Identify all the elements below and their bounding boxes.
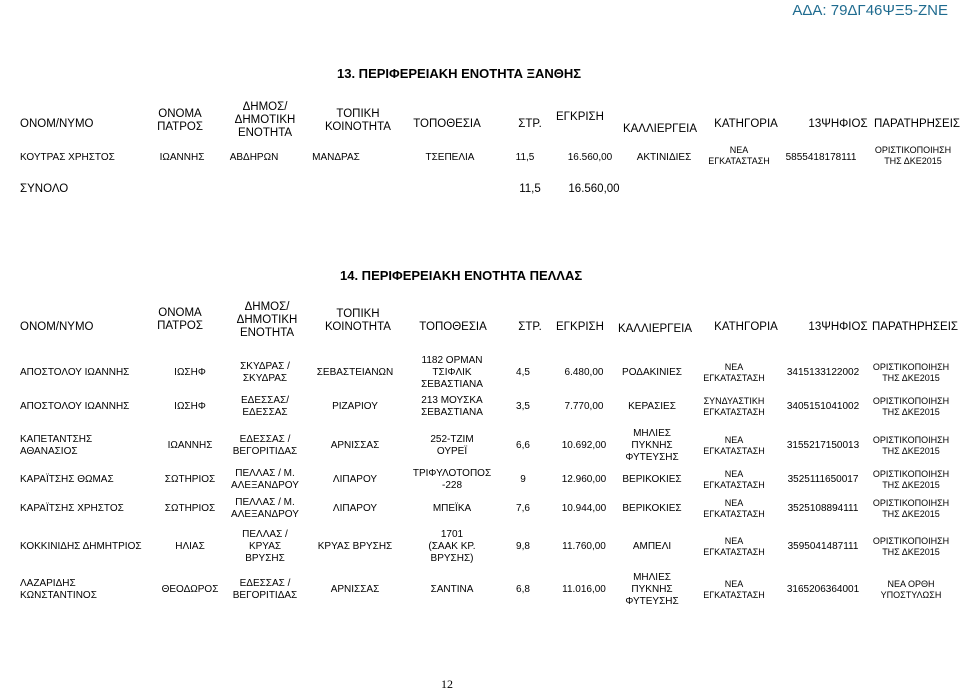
table-cell: 3165206364001 <box>786 584 860 595</box>
table-cell: ΠΕΛΛΑΣ / ΚΡΥΑΣ ΒΡΥΣΗΣ <box>242 529 288 564</box>
table-cell: ΕΔΕΣΣΑΣ / ΒΕΓΟΡΙΤΙΔΑΣ <box>232 578 298 601</box>
table-cell: ΠΕΛΛΑΣ / Μ. ΑΛΕΞΑΝΔΡΟΥ <box>231 468 299 491</box>
table-cell: ΛΙΠΑΡΟΥ <box>332 503 378 514</box>
column-header: ΤΟΠΙΚΗ ΚΟΙΝΟΤΗΤΑ <box>325 308 391 333</box>
table-cell: ΙΩΑΝΝΗΣ <box>167 440 213 451</box>
table-cell: ΜΗΛΙΕΣ ΠΥΚΝΗΣ ΦΥΤΕΥΣΗΣ <box>625 572 679 607</box>
table-cell: ΒΕΡΙΚΟΚΙΕΣ <box>622 474 682 485</box>
table-cell: 7,6 <box>516 503 530 514</box>
table-cell: 11,5 <box>515 152 535 163</box>
table-cell: ΚΕΡΑΣΙΕΣ <box>628 401 676 412</box>
table-cell: ΚΡΥΑΣ ΒΡΥΣΗΣ <box>317 541 393 552</box>
table-cell: ΣΩΤΗΡΙΟΣ <box>164 474 216 485</box>
table-cell: ΑΜΠΕΛΙ <box>632 541 672 552</box>
table-cell: ΘΕΟΔΩΡΟΣ <box>161 584 219 595</box>
column-header: ΟΝΟΜΑ ΠΑΤΡΟΣ <box>157 108 203 133</box>
table-cell: 6,6 <box>516 440 530 451</box>
table-cell: ΝΕΑ ΕΓΚΑΤΑΣΤΑΣΗ <box>703 579 765 600</box>
table-cell: ΚΑΠΕΤΑΝΤΣΗΣ ΑΘΑΝΑΣΙΟΣ <box>20 434 93 457</box>
table-cell: 1182 ΟΡΜΑΝ ΤΣΙΦΛΙΚ ΣΕΒΑΣΤΙΑΝΑ <box>421 355 483 390</box>
table-cell: 10.692,00 <box>561 440 607 451</box>
table-cell: ΑΒΔΗΡΩΝ <box>229 152 279 163</box>
table-cell: ΕΔΕΣΣΑΣ/ ΕΔΕΣΣΑΣ <box>240 395 289 418</box>
table-cell: ΝΕΑ ΟΡΘΗ ΥΠΟΣΤΥΛΩΣΗ <box>880 579 942 600</box>
table-cell: ΟΡΙΣΤΙΚΟΠΟΙΗΣΗ ΤΗΣ ΔΚΕ2015 <box>872 435 950 456</box>
column-header: ΤΟΠΟΘΕΣΙΑ <box>419 321 487 333</box>
table-cell: ΕΔΕΣΣΑΣ / ΒΕΓΟΡΙΤΙΔΑΣ <box>232 434 298 457</box>
table-cell: ΟΡΙΣΤΙΚΟΠΟΙΗΣΗ ΤΗΣ ΔΚΕ2015 <box>872 396 950 417</box>
table-cell: ΟΡΙΣΤΙΚΟΠΟΙΗΣΗ ΤΗΣ ΔΚΕ2015 <box>874 145 952 166</box>
table-cell: 12.960,00 <box>561 474 607 485</box>
column-header: ΟΝΟΜ/ΝΥΜΟ <box>20 321 94 333</box>
table-cell: 11.760,00 <box>562 541 606 552</box>
table-cell: ΟΡΙΣΤΙΚΟΠΟΙΗΣΗ ΤΗΣ ΔΚΕ2015 <box>872 498 950 519</box>
column-header: ΚΑΤΗΓΟΡΙΑ <box>714 118 778 130</box>
table-cell: 1701 (ΣΑΑΚ ΚΡ. ΒΡΥΣΗΣ) <box>428 529 476 564</box>
table-cell: 213 ΜΟΥΣΚΑ ΣΕΒΑΣΤΙΑΝΑ <box>421 395 483 418</box>
total-approval: 16.560,00 <box>568 183 620 195</box>
table-cell: ΛΙΠΑΡΟΥ <box>332 474 378 485</box>
table-cell: ΗΛΙΑΣ <box>175 541 205 552</box>
table-cell: ΜΑΝΔΡΑΣ <box>312 152 360 163</box>
table-cell: ΒΕΡΙΚΟΚΙΕΣ <box>622 503 682 514</box>
column-header: ΕΓΚΡΙΣΗ <box>556 111 604 123</box>
table-cell: ΝΕΑ ΕΓΚΑΤΑΣΤΑΣΗ <box>708 145 770 166</box>
total-str: 11,5 <box>519 183 541 195</box>
table-cell: ΑΡΝΙΣΣΑΣ <box>330 440 380 451</box>
column-header: ΤΟΠΟΘΕΣΙΑ <box>413 118 481 130</box>
table-cell: ΝΕΑ ΕΓΚΑΤΑΣΤΑΣΗ <box>703 362 765 383</box>
ada-identifier: ΑΔΑ: 79ΔΓ46ΨΞ5-ΖΝΕ <box>792 2 948 19</box>
table-cell: 3595041487111 <box>787 541 859 552</box>
table-cell: ΝΕΑ ΕΓΚΑΤΑΣΤΑΣΗ <box>703 536 765 557</box>
table-cell: ΑΡΝΙΣΣΑΣ <box>330 584 380 595</box>
table-cell: 3525111650017 <box>787 474 859 485</box>
table-cell: ΣΚΥΔΡΑΣ / ΣΚΥΔΡΑΣ <box>240 361 290 384</box>
table-cell: ΑΠΟΣΤΟΛΟΥ ΙΩΑΝΝΗΣ <box>20 367 130 378</box>
table-cell: 11.016,00 <box>562 584 606 595</box>
column-header: ΚΑΛΛΙΕΡΓΕΙΑ <box>622 123 698 135</box>
column-header: ΠΑΡΑΤΗΡΗΣΕΙΣ <box>874 118 960 130</box>
page-number: 12 <box>441 677 453 691</box>
table-cell: 3155217150013 <box>786 440 860 451</box>
column-header: ΟΝΟΜΑ ΠΑΤΡΟΣ <box>157 307 203 332</box>
column-header: ΤΟΠΙΚΗ ΚΟΙΝΟΤΗΤΑ <box>325 108 391 133</box>
table-cell: ΟΡΙΣΤΙΚΟΠΟΙΗΣΗ ΤΗΣ ΔΚΕ2015 <box>872 469 950 490</box>
table-cell: ΣΑΝΤΙΝΑ <box>430 584 474 595</box>
section-title-pellas: 14. ΠΕΡΙΦΕΡΕΙΑΚΗ ΕΝΟΤΗΤΑ ΠΕΛΛΑΣ <box>340 268 583 283</box>
table-cell: ΙΩΣΗΦ <box>174 401 206 412</box>
table-cell: ΡΟΔΑΚΙΝΙΕΣ <box>622 367 682 378</box>
column-header: ΣΤΡ. <box>518 321 542 333</box>
table-cell: ΡΙΖΑΡΙΟΥ <box>332 401 378 412</box>
column-header: ΔΗΜΟΣ/ ΔΗΜΟΤΙΚΗ ΕΝΟΤΗΤΑ <box>236 301 298 339</box>
table-cell: 252-ΤΖΙΜ ΟΥΡΕΪ <box>430 434 474 457</box>
table-cell: 3525108894111 <box>787 503 859 514</box>
table-cell: 6,8 <box>516 584 530 595</box>
table-cell: 3,5 <box>516 401 530 412</box>
table-cell: ΚΟΥΤΡΑΣ ΧΡΗΣΤΟΣ <box>20 152 115 163</box>
column-header: ΣΤΡ. <box>518 118 542 130</box>
table-cell: ΜΠΕΪΚΑ <box>432 503 472 514</box>
table-cell: ΝΕΑ ΕΓΚΑΤΑΣΤΑΣΗ <box>703 469 765 490</box>
table-cell: ΤΡΙΦΥΛΟΤΟΠΟΣ -228 <box>412 468 492 491</box>
table-cell: ΑΠΟΣΤΟΛΟΥ ΙΩΑΝΝΗΣ <box>20 401 130 412</box>
table-cell: 4,5 <box>516 367 530 378</box>
table-cell: ΟΡΙΣΤΙΚΟΠΟΙΗΣΗ ΤΗΣ ΔΚΕ2015 <box>872 362 950 383</box>
total-label: ΣΥΝΟΛΟ <box>20 183 69 195</box>
table-cell: 6.480,00 <box>564 367 604 378</box>
column-header: ΕΓΚΡΙΣΗ <box>556 321 604 333</box>
table-cell: 16.560,00 <box>567 152 613 163</box>
table-cell: ΚΟΚΚΙΝΙΔΗΣ ΔΗΜΗΤΡΙΟΣ <box>20 541 142 552</box>
table-cell: ΙΩΑΝΝΗΣ <box>159 152 205 163</box>
section-title-xanthi: 13. ΠΕΡΙΦΕΡΕΙΑΚΗ ΕΝΟΤΗΤΑ ΞΑΝΘΗΣ <box>337 66 582 81</box>
column-header: 13ΨΗΦΙΟΣ <box>808 321 868 333</box>
table-cell: 9,8 <box>516 541 530 552</box>
table-cell: 3405151041002 <box>786 401 860 412</box>
table-cell: ΣΩΤΗΡΙΟΣ <box>164 503 216 514</box>
table-cell: ΑΚΤΙΝΙΔΙΕΣ <box>636 152 692 163</box>
table-cell: ΠΕΛΛΑΣ / Μ. ΑΛΕΞΑΝΔΡΟΥ <box>231 497 299 520</box>
column-header: ΠΑΡΑΤΗΡΗΣΕΙΣ <box>872 321 958 333</box>
column-header: ΚΑΛΛΙΕΡΓΕΙΑ <box>617 323 693 335</box>
table-cell: 10.944,00 <box>561 503 607 514</box>
table-cell: ΣΕΒΑΣΤΕΙΑΝΩΝ <box>316 367 394 378</box>
table-cell: 7.770,00 <box>564 401 604 412</box>
table-cell: ΣΥΝΔΥΑΣΤΙΚΗ ΕΓΚΑΤΑΣΤΑΣΗ <box>703 396 765 417</box>
table-cell: ΝΕΑ ΕΓΚΑΤΑΣΤΑΣΗ <box>703 498 765 519</box>
table-cell: 3415133122002 <box>786 367 860 378</box>
table-cell: ΟΡΙΣΤΙΚΟΠΟΙΗΣΗ ΤΗΣ ΔΚΕ2015 <box>872 536 950 557</box>
table-cell: ΤΣΕΠΕΛΙΑ <box>425 152 475 163</box>
column-header: ΟΝΟΜ/ΝΥΜΟ <box>20 118 94 130</box>
table-cell: ΙΩΣΗΦ <box>174 367 206 378</box>
table-cell: ΜΗΛΙΕΣ ΠΥΚΝΗΣ ΦΥΤΕΥΣΗΣ <box>625 428 679 463</box>
table-cell: ΛΑΖΑΡΙΔΗΣ ΚΩΝΣΤΑΝΤΙΝΟΣ <box>20 578 97 601</box>
table-cell: ΝΕΑ ΕΓΚΑΤΑΣΤΑΣΗ <box>703 435 765 456</box>
table-cell: ΚΑΡΑΪΤΣΗΣ ΧΡΗΣΤΟΣ <box>20 503 124 514</box>
table-cell: ΚΑΡΑΪΤΣΗΣ ΘΩΜΑΣ <box>20 474 114 485</box>
column-header: ΔΗΜΟΣ/ ΔΗΜΟΤΙΚΗ ΕΝΟΤΗΤΑ <box>234 101 296 139</box>
table-cell: 5855418178111 <box>785 152 857 163</box>
column-header: 13ΨΗΦΙΟΣ <box>808 118 868 130</box>
table-cell: 9 <box>520 474 526 485</box>
column-header: ΚΑΤΗΓΟΡΙΑ <box>714 321 778 333</box>
